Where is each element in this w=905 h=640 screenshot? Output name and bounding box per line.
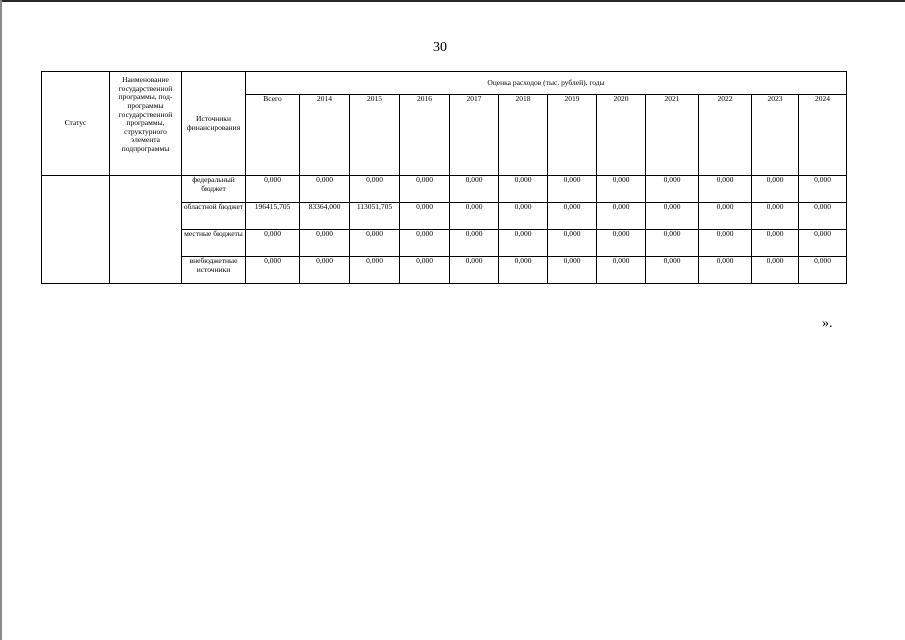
value-cell: 0,000 bbox=[499, 230, 548, 257]
value-cell: 0,000 bbox=[646, 257, 699, 284]
scan-edge-top bbox=[0, 0, 905, 2]
header-year: 2015 bbox=[350, 95, 400, 176]
value-cell: 83364,000 bbox=[300, 203, 350, 230]
header-year: 2014 bbox=[300, 95, 350, 176]
value-cell: 0,000 bbox=[646, 230, 699, 257]
header-funding-sources: Источники финансирования bbox=[182, 72, 246, 176]
value-cell: 0,000 bbox=[246, 257, 300, 284]
value-cell: 0,000 bbox=[597, 203, 646, 230]
value-cell: 0,000 bbox=[450, 203, 499, 230]
header-year: 2019 bbox=[548, 95, 597, 176]
header-year: 2024 bbox=[799, 95, 847, 176]
header-year: 2018 bbox=[499, 95, 548, 176]
header-row-group bbox=[42, 72, 847, 95]
value-cell: 0,000 bbox=[699, 176, 752, 203]
value-cell: 0,000 bbox=[646, 203, 699, 230]
value-cell: 0,000 bbox=[646, 176, 699, 203]
closing-quote-mark: ». bbox=[822, 316, 833, 331]
value-cell: 113051,705 bbox=[350, 203, 400, 230]
value-cell: 0,000 bbox=[548, 257, 597, 284]
funding-source-cell: федеральный бюджет bbox=[182, 176, 246, 203]
value-cell: 0,000 bbox=[699, 203, 752, 230]
value-cell: 0,000 bbox=[350, 257, 400, 284]
value-cell: 0,000 bbox=[350, 176, 400, 203]
value-cell: 0,000 bbox=[799, 230, 847, 257]
value-cell: 0,000 bbox=[350, 230, 400, 257]
funding-source-cell: областной бюджет bbox=[182, 203, 246, 230]
value-cell: 0,000 bbox=[450, 257, 499, 284]
value-cell: 0,000 bbox=[752, 203, 799, 230]
value-cell: 196415,705 bbox=[246, 203, 300, 230]
value-cell: 0,000 bbox=[699, 230, 752, 257]
value-cell: 0,000 bbox=[799, 176, 847, 203]
value-cell: 0,000 bbox=[499, 176, 548, 203]
value-cell: 0,000 bbox=[450, 230, 499, 257]
value-cell: 0,000 bbox=[597, 176, 646, 203]
value-cell: 0,000 bbox=[597, 257, 646, 284]
value-cell: 0,000 bbox=[300, 176, 350, 203]
value-cell: 0,000 bbox=[548, 176, 597, 203]
value-cell: 0,000 bbox=[752, 230, 799, 257]
value-cell: 0,000 bbox=[699, 257, 752, 284]
value-cell: 0,000 bbox=[246, 176, 300, 203]
value-cell: 0,000 bbox=[548, 230, 597, 257]
header-year: 2017 bbox=[450, 95, 499, 176]
page-number: 30 bbox=[433, 40, 447, 55]
value-cell: 0,000 bbox=[400, 203, 450, 230]
header-expense-estimate: Оценка расходов (тыс. рублей), годы bbox=[246, 72, 847, 95]
value-cell: 0,000 bbox=[752, 257, 799, 284]
funding-source-cell: местные бюджеты bbox=[182, 230, 246, 257]
value-cell: 0,000 bbox=[597, 230, 646, 257]
value-cell: 0,000 bbox=[799, 203, 847, 230]
value-cell: 0,000 bbox=[300, 230, 350, 257]
value-cell: 0,000 bbox=[499, 257, 548, 284]
value-cell: 0,000 bbox=[548, 203, 597, 230]
header-year: 2016 bbox=[400, 95, 450, 176]
header-year: 2020 bbox=[597, 95, 646, 176]
value-cell: 0,000 bbox=[499, 203, 548, 230]
header-year: 2021 bbox=[646, 95, 699, 176]
value-cell: 0,000 bbox=[400, 176, 450, 203]
program-name-cell bbox=[110, 176, 182, 284]
header-program-name: Наименование государственной программы, под-программы государственной программы, структурного элемента подпрограммы bbox=[110, 72, 182, 176]
header-year: 2023 bbox=[752, 95, 799, 176]
header-status: Статус bbox=[42, 72, 110, 176]
budget-table bbox=[41, 71, 847, 284]
value-cell: 0,000 bbox=[246, 230, 300, 257]
value-cell: 0,000 bbox=[400, 257, 450, 284]
value-cell: 0,000 bbox=[300, 257, 350, 284]
scan-edge-left bbox=[0, 0, 2, 640]
table-row bbox=[42, 176, 847, 203]
value-cell: 0,000 bbox=[799, 257, 847, 284]
funding-source-cell: внебюджетные источники bbox=[182, 257, 246, 284]
status-cell bbox=[42, 176, 110, 284]
header-year: 2022 bbox=[699, 95, 752, 176]
value-cell: 0,000 bbox=[752, 176, 799, 203]
value-cell: 0,000 bbox=[400, 230, 450, 257]
value-cell: 0,000 bbox=[450, 176, 499, 203]
header-year: Всего bbox=[246, 95, 300, 176]
